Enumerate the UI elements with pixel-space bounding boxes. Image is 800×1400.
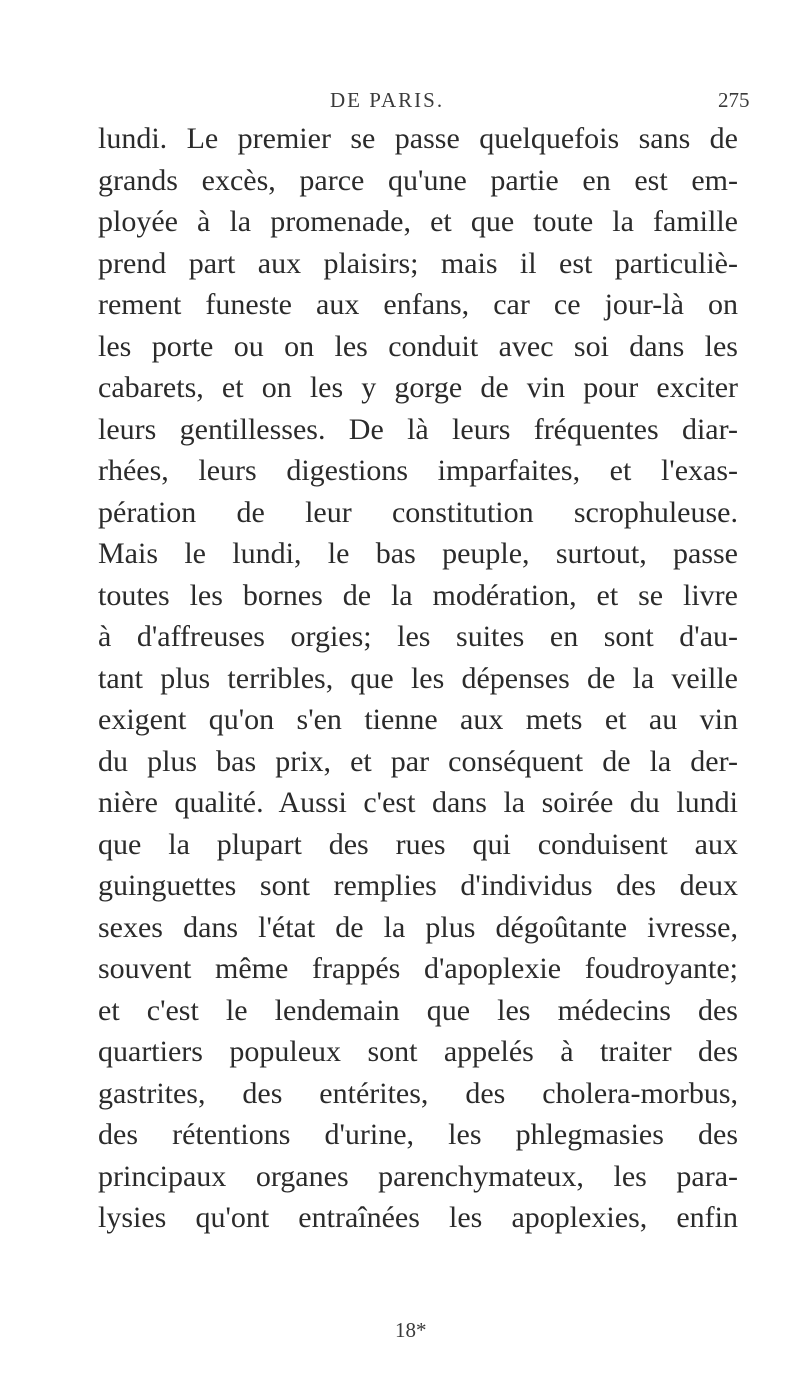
text-line: les porte ou on les conduit avec soi dans les [98,329,738,363]
text-line: prend part aux plaisirs; mais il est particuliè- [98,246,738,280]
text-line: nière qualité. Aussi c'est dans la soirée du lundi [98,786,738,819]
text-line: exigent qu'on s'en tienne aux mets et au vin [98,703,738,736]
text-line: sexes dans l'état de la plus dégoûtante ivresse, [98,910,738,944]
text-line: cabarets, et on les y gorge de vin pour exciter [98,371,738,404]
signature-mark: 18* [395,1318,427,1342]
text-line: que la plupart des rues qui conduisent aux [98,827,738,861]
text-line: pération de leur constitution scrophuleuse. [98,495,738,529]
text-line: et c'est le lendemain que les médecins des [98,993,738,1027]
running-head [0,88,800,118]
running-title: DE PARIS. [330,88,445,112]
text-line: principaux organes parenchymateux, les para- [98,1159,738,1193]
text-line: tant plus terribles, que les dépenses de la veille [98,661,738,695]
text-line: quartiers populeux sont appelés à traiter des [98,1035,738,1068]
text-line: ployée à la promenade, et que toute la famille [98,205,738,238]
text-line: lysies qu'ont entraînées les apoplexies, enfin [98,1201,738,1234]
body-text [98,118,738,1239]
text-line: Mais le lundi, le bas peuple, surtout, passe [98,537,738,570]
page-number: 275 [718,88,750,112]
text-line: des rétentions d'urine, les phlegmasies des [98,1118,738,1151]
text-line: leurs gentillesses. De là leurs fréquentes diar- [98,412,738,446]
text-line: lundi. Le premier se passe quelquefois sans de [98,122,738,155]
text-line: souvent même frappés d'apoplexie foudroyante; [98,952,738,985]
text-line: à d'affreuses orgies; les suites en sont d'au- [98,620,738,653]
text-line: du plus bas prix, et par conséquent de la der- [98,744,738,778]
text-line: toutes les bornes de la modération, et se livre [98,578,738,612]
text-line: rement funeste aux enfans, car ce jour-là on [98,288,738,321]
text-line: grands excès, parce qu'une partie en est em- [98,163,738,197]
text-line: guinguettes sont remplies d'individus des deux [98,869,738,902]
text-line: rhées, leurs digestions imparfaites, et l'exas- [98,454,738,487]
text-line: gastrites, des entérites, des cholera-morbus, [98,1076,738,1110]
